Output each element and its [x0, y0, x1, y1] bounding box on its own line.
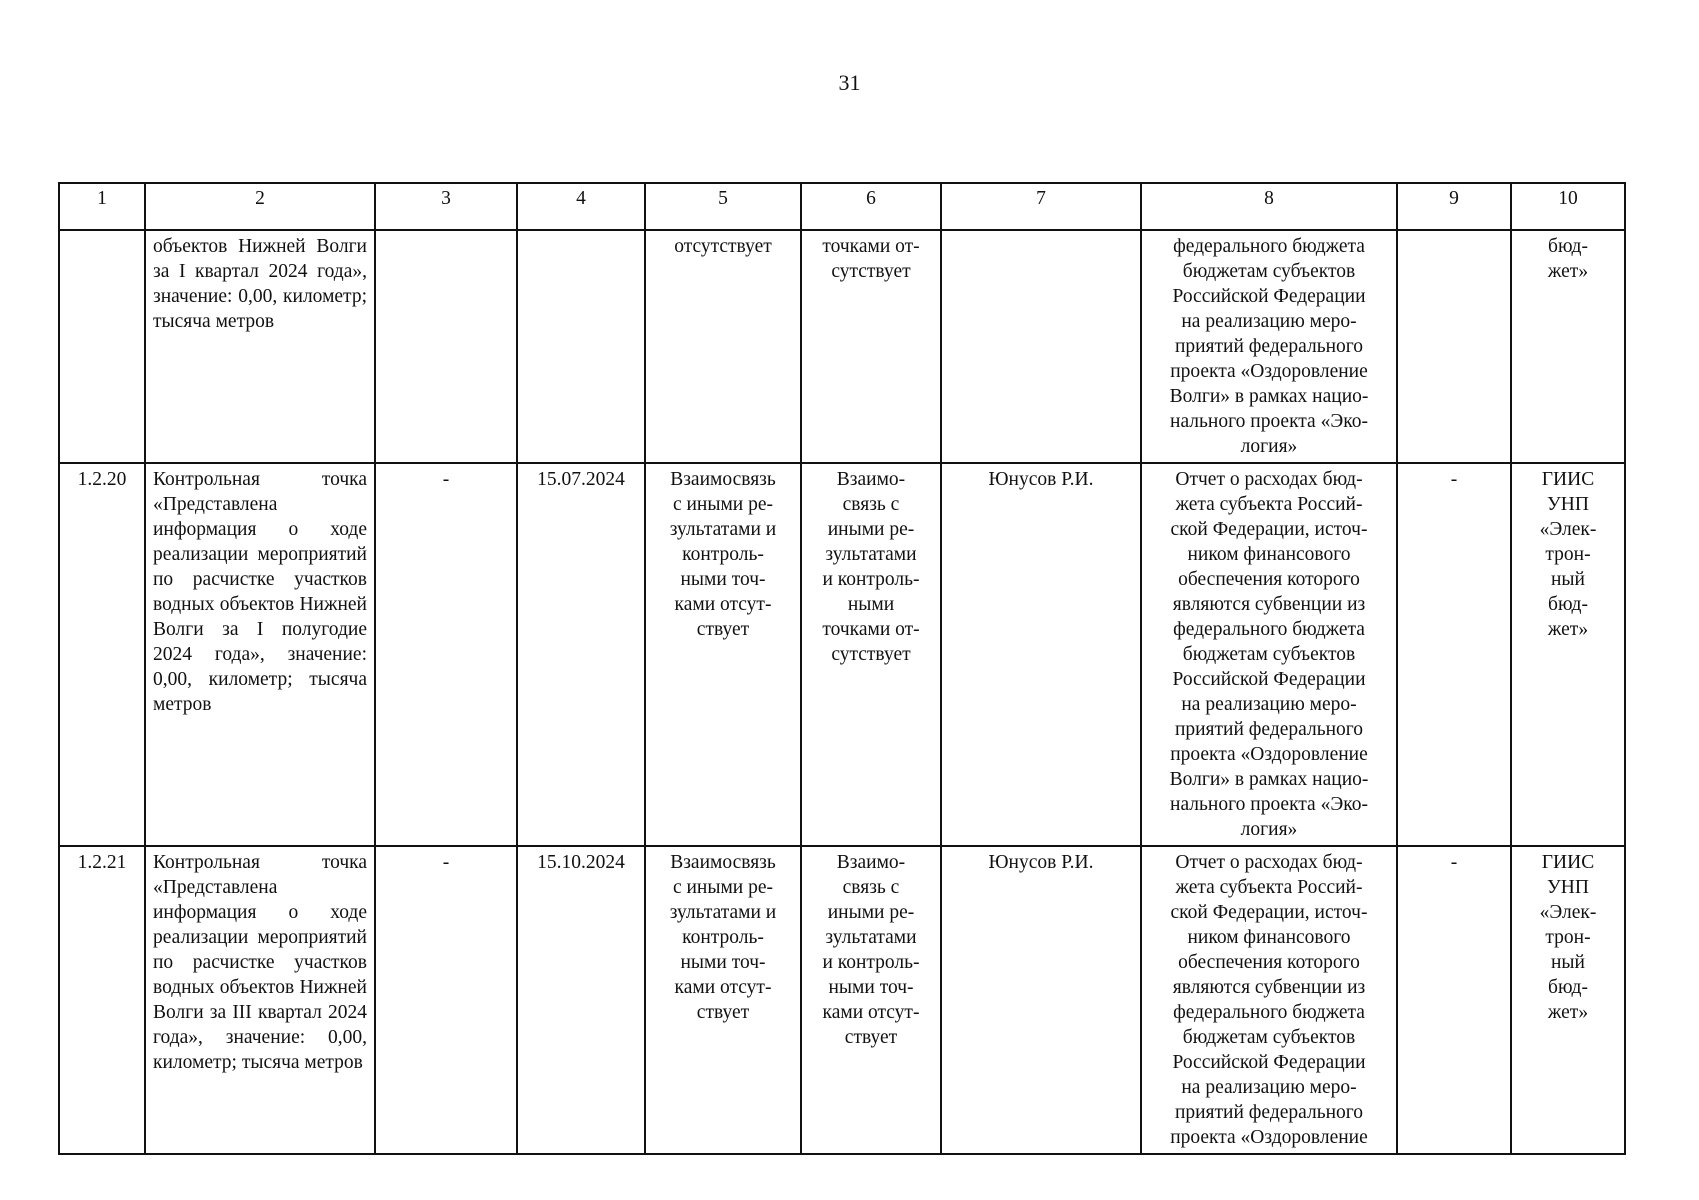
table-row: [59, 463, 1625, 846]
cell: -: [375, 846, 517, 1154]
document-cell: Отчет о расходах бюд- жета субъекта Россий- ской Федерации, источ- ником финансового обеспечения которого являются субвенции из федерального бюджета бюджетам субъектов Российской Федерации на реализацию меро- приятий федерального проекта «Оздоровление: [1141, 846, 1397, 1154]
relation-cell: Взаимо- связь с иными ре- зультатами и контроль- ными точками от- сутствует: [801, 463, 941, 846]
cell: -: [375, 463, 517, 846]
relation-cell: Взаимосвязь с иными ре- зультатами и контроль- ными точ- ками отсут- ствует: [645, 463, 801, 846]
control-point-name-cell: Контрольная точка «Представлена информация о ходе реализации мероприятий по расчистке участков водных объектов Нижней Волги за I полугодие 2024 года», значение: 0,00, километр; тысяча метров: [145, 463, 375, 846]
info-system-cell: бюд- жет»: [1511, 230, 1625, 463]
responsible-cell: Юнусов Р.И.: [941, 463, 1141, 846]
responsible-cell: [941, 230, 1141, 463]
relation-cell: отсутствует: [645, 230, 801, 463]
column-number-header: 2: [145, 183, 375, 230]
row-number-cell: [59, 230, 145, 463]
cell: -: [1397, 463, 1511, 846]
date-cell: [517, 230, 645, 463]
date-cell: 15.07.2024: [517, 463, 645, 846]
document-cell: Отчет о расходах бюд- жета субъекта Россий- ской Федерации, источ- ником финансового обеспечения которого являются субвенции из федерального бюджета бюджетам субъектов Российской Федерации на реализацию меро- приятий федерального проекта «Оздоровление Волги» в рамках нацио- нального проекта «Эко- логия»: [1141, 463, 1397, 846]
column-number-header: 1: [59, 183, 145, 230]
document-cell: федерального бюджета бюджетам субъектов Российской Федерации на реализацию меро- приятий федерального проекта «Оздоровление Волги» в рамках нацио- нального проекта «Эко- логия»: [1141, 230, 1397, 463]
control-points-table: [58, 182, 1626, 1155]
column-number-header: 10: [1511, 183, 1625, 230]
column-number-header: 9: [1397, 183, 1511, 230]
cell: [375, 230, 517, 463]
responsible-cell: Юнусов Р.И.: [941, 846, 1141, 1154]
control-point-name-cell: Контрольная точка «Представлена информация о ходе реализации мероприятий по расчистке участков водных объектов Нижней Волги за III квартал 2024 года», значение: 0,00, километр; тысяча метров: [145, 846, 375, 1154]
relation-cell: точками от- сутствует: [801, 230, 941, 463]
column-number-header: 7: [941, 183, 1141, 230]
control-point-name-cell: объектов Нижней Волги за I квартал 2024 года», значение: 0,00, километр; тысяча метров: [145, 230, 375, 463]
column-number-header: 4: [517, 183, 645, 230]
info-system-cell: ГИИС УНП «Элек- трон- ный бюд- жет»: [1511, 463, 1625, 846]
column-number-header: 5: [645, 183, 801, 230]
table-row: [59, 230, 1625, 463]
cell: -: [1397, 846, 1511, 1154]
date-cell: 15.10.2024: [517, 846, 645, 1154]
row-number-cell: 1.2.21: [59, 846, 145, 1154]
table-row: [59, 846, 1625, 1154]
cell: [1397, 230, 1511, 463]
info-system-cell: ГИИС УНП «Элек- трон- ный бюд- жет»: [1511, 846, 1625, 1154]
column-number-header: 6: [801, 183, 941, 230]
relation-cell: Взаимо- связь с иными ре- зультатами и контроль- ными точ- ками отсут- ствует: [801, 846, 941, 1154]
page-number: 31: [838, 70, 861, 95]
row-number-cell: 1.2.20: [59, 463, 145, 846]
column-number-header: 3: [375, 183, 517, 230]
relation-cell: Взаимосвязь с иными ре- зультатами и контроль- ными точ- ками отсут- ствует: [645, 846, 801, 1154]
column-number-header: 8: [1141, 183, 1397, 230]
table-header-row: [59, 183, 1625, 230]
